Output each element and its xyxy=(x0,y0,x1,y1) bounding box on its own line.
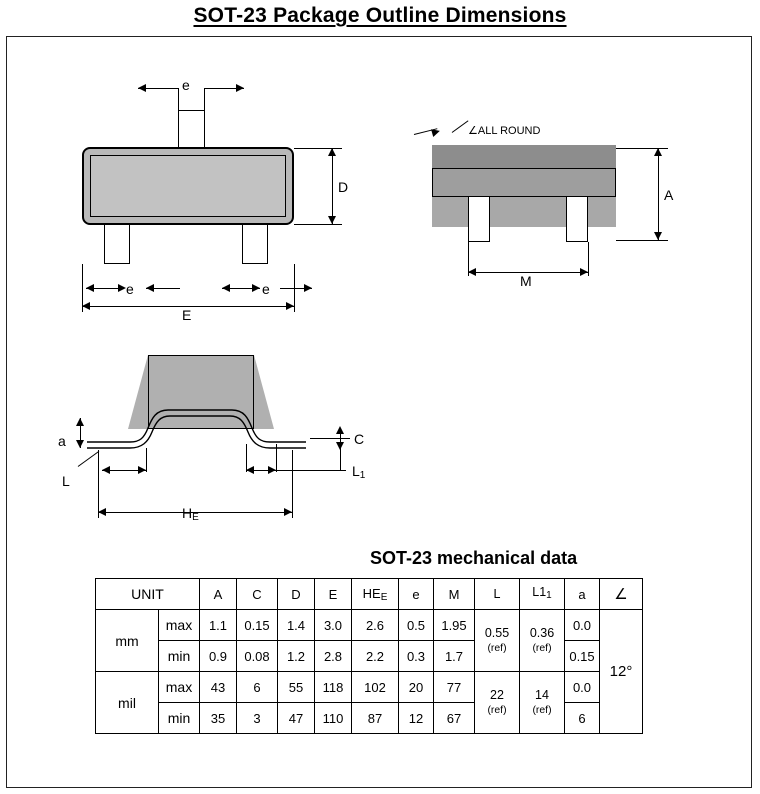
dim-HE-ext-right xyxy=(292,450,293,518)
cell-L-mil: 22 (ref) xyxy=(475,672,520,734)
header-L: L xyxy=(475,579,520,610)
header-L1: $L1_1$ xyxy=(520,579,565,610)
label-L1: $L_1$ xyxy=(352,463,366,481)
cell-M-mil-max: 77 xyxy=(434,672,475,703)
cell-max-mm: max xyxy=(159,610,200,641)
cell-E-mil-min: 110 xyxy=(315,703,352,734)
header-e: e xyxy=(399,579,434,610)
cell-A-mil-max: 43 xyxy=(200,672,237,703)
package-body-iso-top xyxy=(432,145,616,169)
cell-a-mil-max: 0.0 xyxy=(565,672,600,703)
dim-L1-ext-left xyxy=(246,444,247,472)
cell-e-mil-max: 20 xyxy=(399,672,434,703)
dim-e-right-arrow-c xyxy=(304,284,312,292)
cell-C-mil-min: 3 xyxy=(237,703,278,734)
cell-E-mil-max: 118 xyxy=(315,672,352,703)
cell-M-mil-min: 67 xyxy=(434,703,475,734)
dim-a-arrow-down xyxy=(76,440,84,448)
dim-A-arrow-up xyxy=(654,148,662,156)
label-D: D xyxy=(338,179,349,195)
dim-L1-line xyxy=(246,470,346,471)
dim-E-arrow-right xyxy=(286,302,294,310)
dim-D-ext-bottom xyxy=(294,224,342,225)
header-D: D xyxy=(278,579,315,610)
cell-D-mil-min: 47 xyxy=(278,703,315,734)
dim-A-ext-bottom xyxy=(616,240,668,241)
label-all-round: ∠ALL ROUND xyxy=(468,125,541,137)
label-e-left: e xyxy=(126,281,134,297)
cell-D-mm-min: 1.2 xyxy=(278,641,315,672)
dim-C-ext xyxy=(310,438,350,439)
dim-e-left-arrow-b xyxy=(118,284,126,292)
cell-unit-mm: mm xyxy=(96,610,159,672)
dim-D-arrow-up xyxy=(328,148,336,156)
page-title: SOT-23 Package Outline Dimensions xyxy=(193,4,567,27)
table-row xyxy=(96,610,643,641)
dim-e-right-arrow-a xyxy=(222,284,230,292)
cell-E-mm-max: 3.0 xyxy=(315,610,352,641)
dim-L1-ext-right xyxy=(276,444,277,472)
cell-max-mil: max xyxy=(159,672,200,703)
cell-C-mm-max: 0.15 xyxy=(237,610,278,641)
label-C: C xyxy=(354,431,365,447)
cell-A-mil-min: 35 xyxy=(200,703,237,734)
cell-L1-mil: 14 (ref) xyxy=(520,672,565,734)
cell-C-mm-min: 0.08 xyxy=(237,641,278,672)
cell-a-mm-min: 0.15 xyxy=(565,641,600,672)
cell-D-mil-max: 55 xyxy=(278,672,315,703)
cell-min-mm: min xyxy=(159,641,200,672)
header-M: M xyxy=(434,579,475,610)
lead-bottom-right xyxy=(242,224,268,264)
table-row xyxy=(96,672,643,703)
iso-pad-left xyxy=(468,196,490,242)
header-unit: UNIT xyxy=(96,579,200,610)
dim-M-arrow-right xyxy=(580,268,588,276)
cell-C-mil-max: 6 xyxy=(237,672,278,703)
dim-A-arrow-down xyxy=(654,232,662,240)
dim-e-left-arrow-a xyxy=(86,284,94,292)
dim-e-top-arrow-right xyxy=(236,84,244,92)
table-header-row xyxy=(96,579,643,610)
dim-e-top-arrow-left xyxy=(138,84,146,92)
dim-a-arrow-up xyxy=(76,418,84,426)
cell-D-mm-max: 1.4 xyxy=(278,610,315,641)
dim-L1-arrow-left xyxy=(246,466,254,474)
dim-M-arrow-left xyxy=(468,268,476,276)
label-e-top: e xyxy=(182,77,190,93)
dim-HE-arrow-left xyxy=(98,508,106,516)
dim-HE-arrow-right xyxy=(284,508,292,516)
cell-A-mm-min: 0.9 xyxy=(200,641,237,672)
cell-HE-mil-max: 102 xyxy=(352,672,399,703)
label-a: a xyxy=(58,433,66,449)
dim-E-ext-right xyxy=(294,264,295,312)
package-body-plan-inner xyxy=(90,155,286,217)
cell-min-mil: min xyxy=(159,703,200,734)
label-M: M xyxy=(520,273,532,289)
cell-e-mm-min: 0.3 xyxy=(399,641,434,672)
package-body-iso-front xyxy=(432,196,616,227)
dim-L1-ext-far xyxy=(340,448,341,470)
label-E: E xyxy=(182,307,192,323)
dim-M-ext-right xyxy=(588,242,589,276)
cell-unit-mil: mil xyxy=(96,672,159,734)
cell-e-mm-max: 0.5 xyxy=(399,610,434,641)
dim-D-line xyxy=(332,148,333,224)
cell-angle: 12° xyxy=(600,610,643,734)
label-e-right: e xyxy=(262,281,270,297)
dim-e-right-arrow-b xyxy=(252,284,260,292)
label-A: A xyxy=(664,187,674,203)
dim-L1-arrow-right xyxy=(268,466,276,474)
label-L: L xyxy=(62,473,70,489)
side-view-leads xyxy=(82,398,312,454)
cell-L-mm: 0.55 (ref) xyxy=(475,610,520,672)
header-A: A xyxy=(200,579,237,610)
dim-A-line xyxy=(658,148,659,240)
header-C: C xyxy=(237,579,278,610)
cell-HE-mil-min: 87 xyxy=(352,703,399,734)
header-E: E xyxy=(315,579,352,610)
label-HE: $H_E$ xyxy=(182,505,199,523)
header-a: a xyxy=(565,579,600,610)
dim-e-top-ext-right xyxy=(204,88,205,112)
dim-e-left-arrow-c xyxy=(146,284,154,292)
cell-A-mm-max: 1.1 xyxy=(200,610,237,641)
mechanical-data-table xyxy=(95,578,643,734)
lead-bottom-left xyxy=(104,224,130,264)
cell-M-mm-max: 1.95 xyxy=(434,610,475,641)
dim-L-arrow-right xyxy=(138,466,146,474)
dim-L-arrow-left xyxy=(102,466,110,474)
dim-D-arrow-down xyxy=(328,216,336,224)
dim-E-arrow-left xyxy=(82,302,90,310)
cell-L1-mm: 0.36 (ref) xyxy=(520,610,565,672)
dim-e-top-ext-left xyxy=(178,88,179,112)
cell-HE-mm-min: 2.2 xyxy=(352,641,399,672)
table-caption: SOT-23 mechanical data xyxy=(370,548,578,568)
header-angle: ∠ xyxy=(600,579,643,610)
cell-HE-mm-max: 2.6 xyxy=(352,610,399,641)
cell-E-mm-min: 2.8 xyxy=(315,641,352,672)
cell-a-mil-min: 6 xyxy=(565,703,600,734)
iso-pad-right xyxy=(566,196,588,242)
dim-L-ext-right xyxy=(146,448,147,472)
lead-top xyxy=(178,110,205,150)
cell-M-mm-min: 1.7 xyxy=(434,641,475,672)
dim-C-arrow-up xyxy=(336,426,344,434)
cell-e-mil-min: 12 xyxy=(399,703,434,734)
header-HE: $HE_E$ xyxy=(352,579,399,610)
cell-a-mm-max: 0.0 xyxy=(565,610,600,641)
